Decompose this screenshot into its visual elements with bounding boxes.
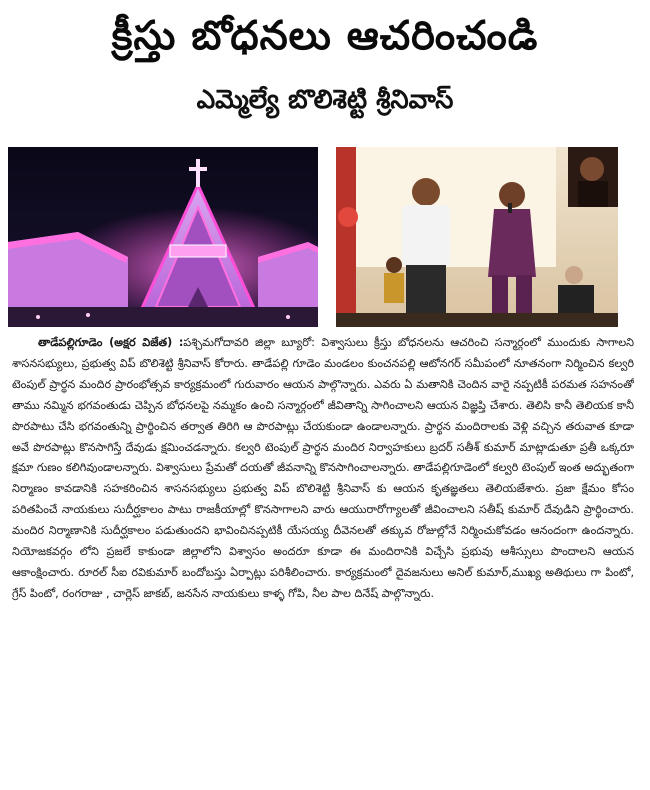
article-body <box>12 333 634 785</box>
stage-photo <box>336 147 618 327</box>
subheadline: ఎమ్మెల్యే బొలిశెట్టి శ్రీనివాస్ <box>196 85 454 115</box>
headline: క్రీస్తు బోధనలు ఆచరించండి <box>111 13 539 59</box>
stage-illustration <box>336 147 618 327</box>
dateline: తాడేపల్లిగూడెం (అక్షర విజేత) : <box>38 336 184 349</box>
church-illustration <box>8 147 318 327</box>
church-photo <box>8 147 318 327</box>
article-paragraph: పశ్చిమగోదావరి జిల్లా బ్యూరో: విశ్వాసులు క్రీస్తు బోధనలను ఆచరించి సన్మార్గంలో ముందుకు సాగాలని శాసనసభ్యులు, ప్రభుత్వ విప్ బొలిశెట్టి శ్రీనివాస్ కోరారు. తాడేపల్లి గూడెం మండలం కుంచనపల్లి ఆటోనగర్ సమీపంలో నూతనంగా నిర్మించిన కల్వరి టెంపుల్ ప్రార్థన మందిర ప్రారంభోత్సవ కార్యక్రమంలో గురువారం ఆయన పాల్గొన్నారు. ఎవరు ఏ మతానికి చెందిన వారై నప్పటికీ పరమత సహనంతో తాము నమ్మిన భగవంతుడు చెప్పిన బోధనలపై నమ్మకం ఉంచి సన్మార్గంలో జీవితాన్ని సాగించాలని ఆయన విజ్ఞప్తి చేశారు. తెలిసి కానీ తెలియక కానీ పొరపాటు చేసి భగవంతున్ని ప్రార్థించిన తర్వాత తిరిగి ఆ పొరపాట్లు చేయకుండా ఉండాలన్నారు. ప్రార్థన మందిరాలకు వెళ్లి వచ్చిన తరువాత కూడా అవే పొరపాట్లు కొనసాగిస్తే దేవుడు క్షమించడన్నారు. కల్వరి టెంపుల్ ప్రార్థన మందిర నిర్వాహకులు బ్రదర్ సతీశ్ కుమార్ మాట్లాడుతూ ప్రతీ ఒక్కరూ క్షమా గుణం కలిగివుండాలన్నారు. విశ్వాసులు ప్రేమతో దయతో జీవనాన్ని కొనసాగించాలన్నారు. తాడేపల్లిగూడెంలో కల్వరి టెంపుల్ ఇంత అద్భుతంగా నిర్మాణం కావడానికి సహకరించిన శాసనసభ్యులు ప్రభుత్వ విప్ బొలిశెట్టి శ్రీనివాస్ కు ఆయన కృతజ్ఞతలు తెలియజేశారు. ప్రజా క్షేమం కోసం పరితపించే నాయకులు సుదీర్ఘకాలం పాటు రాజకీయాల్లో కొనసాగాలని వారు ఆయురారోగ్యాలతో జీవించాలని సతీష్ కుమార్ దేవుడిని ప్రార్థించారు. మందిర నిర్మాణానికి సుదీర్ఘకాలం పడుతుందని భావించినప్పటికీ యేసయ్య దీవెనలతో తక్కువ రోజుల్లోనే నిర్మించుకోవడం ఆనందంగా ఉందన్నారు. నియోజకవర్గం లోని ప్రజలే కాకుండా జిల్లాలోని విశ్వాసం అందరూ కూడా ఈ మందిరానికి విచ్చేసి ప్రభువు ఆశీస్సులు పొందాలని ఆయన ఆకాంక్షించారు. రూరల్ సీఐ రవికుమార్ బందోబస్తు ఏర్పాట్లు పరిశీలించారు. కార్యక్రమంలో దైవజనులు అనిల్ కుమార్,ముఖ్య అతిథులు గా పింటో, గ్రేస్ పింటో, రంగరాజు , చార్లెస్ జాకబ్, జనసేన నాయకులు కాళ్ళ గోపి, నీల పాల దినేష్ పాల్గొన్నారు. <box>12 336 634 600</box>
